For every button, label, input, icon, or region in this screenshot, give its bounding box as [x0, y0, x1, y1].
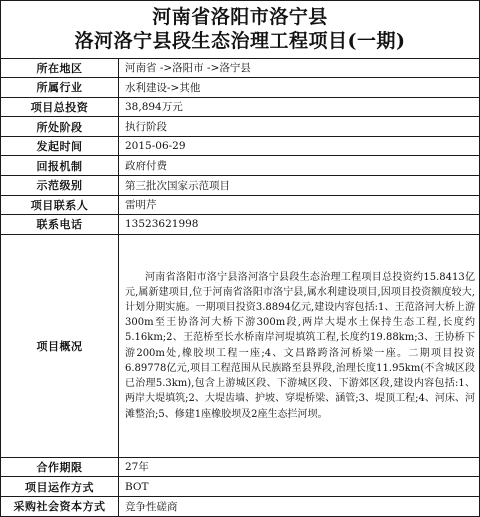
row-value: 水利建设->其他: [119, 78, 480, 98]
table-row: [1, 195, 479, 215]
table-row-overview: [1, 234, 479, 457]
table-row: [1, 477, 479, 497]
row-label: 合作期限: [1, 457, 119, 477]
table-row: [1, 156, 479, 176]
row-value: 政府付费: [119, 156, 480, 176]
table-row: [1, 496, 479, 516]
row-label: 回报机制: [1, 156, 119, 176]
table-row: [1, 136, 479, 156]
title-line-2: 洛河洛宁县段生态治理工程项目(一期): [74, 30, 406, 52]
table-row: [1, 457, 479, 477]
row-label: 项目总投资: [1, 97, 119, 117]
row-label: 所在地区: [1, 58, 119, 78]
project-info-table: [1, 58, 479, 516]
row-label: 所属行业: [1, 78, 119, 98]
row-label: 项目运作方式: [1, 477, 119, 497]
row-value: 雷明芹: [119, 195, 480, 215]
row-value: 2015-06-29: [119, 136, 480, 156]
table-row: [1, 97, 479, 117]
row-value: 第三批次国家示范项目: [119, 175, 480, 195]
row-value: 河南省 ->洛阳市 ->洛宁县: [119, 58, 480, 78]
row-label: 采购社会资本方式: [1, 496, 119, 516]
row-label: 发起时间: [1, 136, 119, 156]
row-label: 项目概况: [1, 234, 119, 457]
row-value: 27年: [119, 457, 480, 477]
table-row: [1, 58, 479, 78]
project-overview-text: 河南省洛阳市洛宁县洛河洛宁县段生态治理工程项目总投资约15.8413亿元,属新建项目,位于河南省洛阳市洛宁县,属水利建设项目,因项目投资额度较大,计划分期实施。一期项目投资3.8894亿元,建设内容包括:1、王范洛河大桥上游300m至王协洛河大桥下游300m段,两岸大堤水土保持生态工程,长度约5.16km;2、王范桥至长水桥南岸河堤填筑工程,长度约19.88km;3、王协桥下游200m处,橡胶坝工程一座;4、文昌路跨洛河桥梁一座。二期项目投资6.89778亿元,项目工程范围从民族路至县界段,治理长度11.95km(不含城区段已治理5.3km),包含上游城区段、下游城区段、下游郊区段,建设内容包括:1、两岸大堤填筑;2、大堤齿墙、护坡、穿堤桥梁、涵管;3、堤顶工程;4、河床、河滩整治;5、修建1座橡胶坝及2座生态拦河坝。: [119, 234, 480, 457]
title-line-1: 河南省洛阳市洛宁县: [152, 6, 328, 28]
table-row: [1, 175, 479, 195]
table-row: [1, 117, 479, 137]
row-value: 执行阶段: [119, 117, 480, 137]
row-label: 项目联系人: [1, 195, 119, 215]
row-value: BOT: [119, 477, 480, 497]
row-label: 示范级别: [1, 175, 119, 195]
row-label: 联系电话: [1, 215, 119, 235]
row-value: 38,894万元: [119, 97, 480, 117]
table-row: [1, 215, 479, 235]
row-value: 13523621998: [119, 215, 480, 235]
row-label: 所处阶段: [1, 117, 119, 137]
row-value: 竞争性磋商: [119, 496, 480, 516]
table-row: [1, 78, 479, 98]
document-title: [1, 1, 479, 59]
